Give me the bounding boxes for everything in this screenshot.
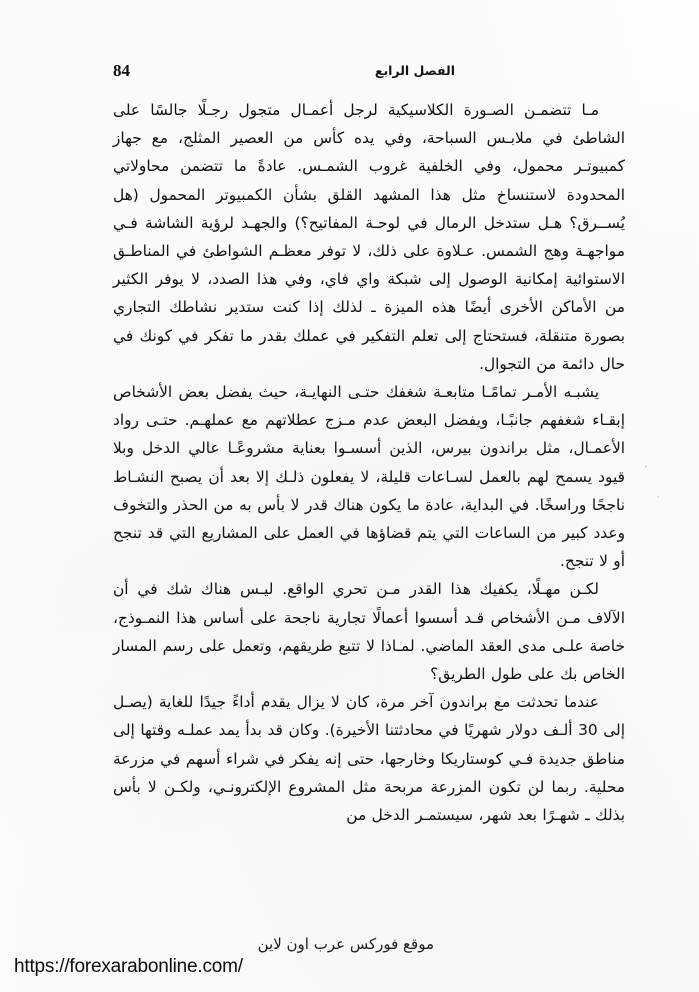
chapter-title: الفصل الرابع [374,63,455,78]
page-number: 84 [113,61,130,80]
paragraph: مـا تتضمـن الصـورة الكلاسيكية لرجل أعمـال متجول رجـلًا جالسًا على الشاطئ في ملابـس السباحة، وفي يده كأس من العصير المثلج، مع جهاز كمبيوتـر محمول، وفي الخلفية غروب الشمـس. عادةً ما تتضمن محاولاتي المحدودة لاستنساخ مثل هذا المشهد القلق بشأن الكمبيوتر المحمول (هل يُســرق؟ هـل ستدخل الرمال في لوحـة المفاتيح؟) والجهـد لرؤية الشاشة فـي مواجهـة وهج الشمس. عـلاوة على ذلك، لا توفر معظـم الشواطئ في المناطـق الاستوائية إمكانية الوصول إلى شبكة واي فاي، وفي هذا الصدد، لا يوفر الكثير من الأماكن الأخرى أيضًا هذه الميزة ـ لذلك إذا كنت ستدير نشاطك التجاري بصورة متنقلة، فستحتاج إلى تعلم التفكير في عملك بقدر ما تفكر في كونك في حال دائمة من التجوال. [113,101,625,373]
scan-speck [657,496,659,498]
watermark [14,935,434,978]
body-text [113,96,625,829]
paragraph: لكـن مهـلًا، يكفيك هذا القدر مـن تحري الواقع. ليـس هناك شك في أن الآلاف مـن الأشخاص قـد أسسوا أعمالًا تجارية ناجحة على أساس هذا النمـوذج، خاصة علـى مدى العقد الماضي. لمـاذا لا تتبع طريقهم، وتعمل على رسم المسار الخاص بك على طول الطريق؟ [113,580,625,684]
scan-speck [645,465,647,468]
watermark-url: https://forexarabonline.com/ [14,956,243,977]
paragraph: يشبـه الأمـر تمامًـا متابعـة شغفك حتـى النهايـة، حيث يفضل بعض الأشخاص إبقـاء شغفهم جانبًـا، ويفضل البعض عدم مـزج عطلاتهم مع عملهـم. حتـى رواد الأعمـال، مثل براندون بيرس، الذين أسسـوا بعناية مشروعًـا عالي الدخل وبلا قيود يسمح لهم بالعمل لسـاعات قليلة، لا يفعلون ذلـك إلا بعد أن يصبح النشـاط ناجحًا وراسخًا. في البداية، عادة ما يكون هناك قدر لا بأس به من الحذر والتخوف وعدد كبير من الساعات التي يتم قضاؤها في العمل على المشاريع التي قد تنجح أو لا تنجح. [113,383,625,571]
running-header [113,63,625,85]
paragraph: عندما تحدثت مع براندون آخر مرة، كان لا يزال يقدم أداءً جيدًا للغاية (يصـل إلى 30 ألـف دولار شهريًا في محادثتنا الأخيرة). وكان قد بدأ يمد عملـه وقتها إلى مناطق جديدة فـي كوستاريكا وخارجها، حتى إنه يفكر في شراء أسهم في مزرعة محلية. ربما لن تكون المزرعة مربحة مثل المشروع الإلكترونـي، ولكـن لا بأس بذلك ـ شهـرًا بعد شهر، سيستمـر الدخل من [113,693,625,825]
watermark-site-name: موقع فوركس عرب اون لاين [257,935,434,953]
